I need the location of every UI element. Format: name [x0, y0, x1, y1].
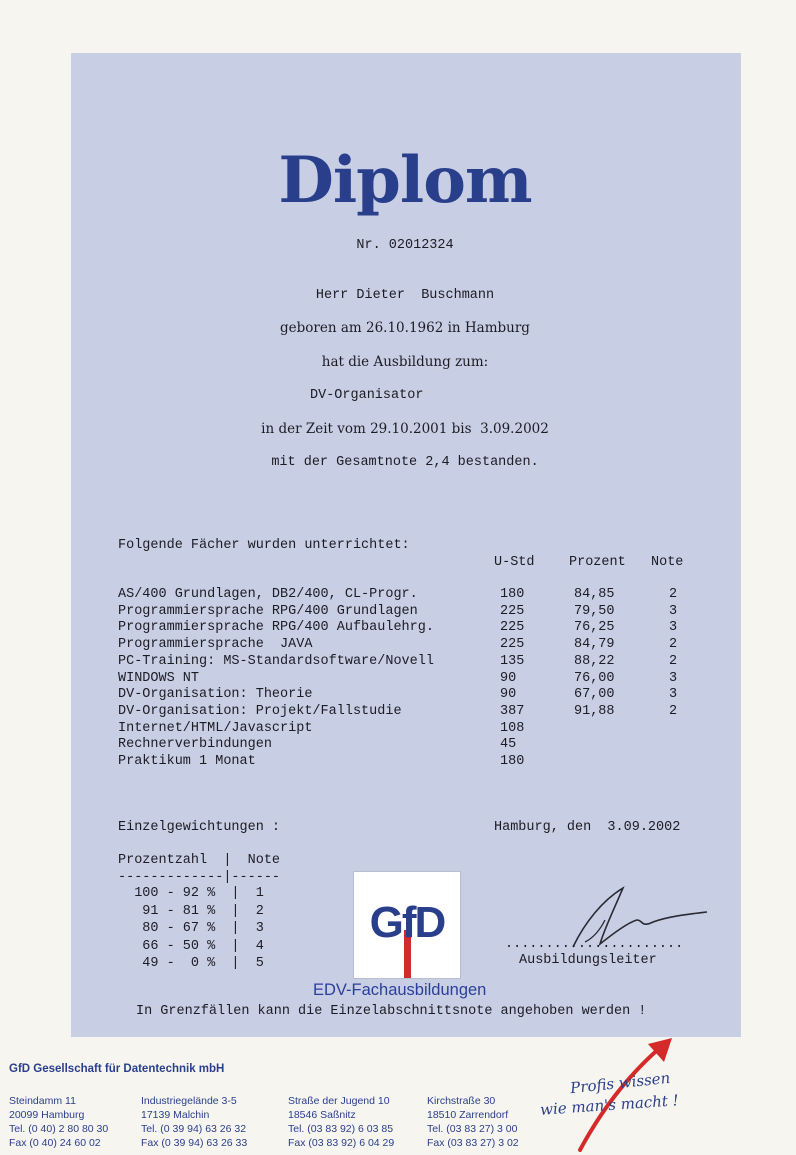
subject-percent: 67,00 — [574, 687, 615, 703]
address-fax: Fax (0 40) 24 60 02 — [9, 1137, 101, 1149]
subject-grade: 2 — [669, 637, 678, 653]
subject-hours: 387 — [500, 703, 525, 719]
subject-hours: 180 — [500, 587, 525, 602]
subject-name: AS/400 Grundlagen, DB2/400, CL-Progr. — [118, 587, 418, 602]
subject-name: DV-Organisation: Projekt/Fallstudie — [118, 703, 402, 719]
footer-address — [427, 1094, 519, 1150]
birth-line: geboren am 26.10.1962 in Hamburg — [280, 320, 530, 336]
weighting-row: 80 - 67 % | 3 — [118, 921, 264, 936]
subject-percent: 91,88 — [574, 703, 615, 719]
footer-address — [141, 1094, 247, 1150]
address-street: Straße der Jugend 10 — [288, 1095, 390, 1107]
subject-name: PC-Training: MS-Standardsoftware/Novell — [118, 653, 434, 669]
subject-hours: 45 — [500, 737, 517, 753]
subject-grade: 3 — [669, 687, 678, 703]
subject-name: Internet/HTML/Javascript — [118, 720, 313, 736]
address-city: 18546 Saßnitz — [288, 1109, 356, 1121]
address-city: 17139 Malchin — [141, 1109, 210, 1121]
signature-dots: ...................... — [505, 937, 684, 952]
subject-hours: 225 — [500, 637, 525, 653]
address-tel: Tel. (03 83 92) 6 03 85 — [288, 1123, 394, 1135]
address-fax: Fax (03 83 92) 6 04 29 — [288, 1137, 395, 1149]
footer-company: GfD Gesellschaft für Datentechnik mbH — [9, 1063, 225, 1075]
subject-name: Programmiersprache JAVA — [118, 637, 313, 653]
address-street: Kirchstraße 30 — [427, 1095, 496, 1107]
handwriting-line1: Profis wissen — [569, 1068, 672, 1098]
subject-hours: 135 — [500, 653, 525, 669]
subject-percent: 76,00 — [574, 670, 615, 686]
subject-percent: 76,25 — [574, 620, 615, 636]
subject-name: Rechnerverbindungen — [118, 737, 272, 753]
subject-grade: 2 — [669, 703, 678, 719]
subject-hours: 90 — [500, 670, 517, 686]
subject-name: Praktikum 1 Monat — [118, 754, 256, 769]
weighting-label: Einzelgewichtungen : — [118, 820, 281, 835]
address-fax: Fax (0 39 94) 63 26 33 — [141, 1137, 248, 1149]
subject-hours: 180 — [500, 754, 525, 769]
subject-hours: 90 — [500, 687, 517, 703]
footer-address — [288, 1094, 394, 1150]
weighting-row: 66 - 50 % | 4 — [118, 938, 264, 954]
logo-tagline: EDV-Fachausbildungen — [313, 981, 487, 999]
subject-name: DV-Organisation: Theorie — [118, 687, 313, 703]
subject-name: Programmiersprache RPG/400 Aufbaulehrg. — [118, 620, 434, 636]
address-tel: Tel. (03 83 27) 3 00 — [427, 1123, 518, 1135]
subjects-intro: Folgende Fächer wurden unterrichtet: — [118, 538, 410, 553]
gfd-logo — [353, 871, 461, 979]
footer-address — [9, 1094, 108, 1150]
subject-percent: 79,50 — [574, 603, 615, 619]
note-text: In Grenzfällen kann die Einzelabschnittsnote angehoben werden ! — [136, 1004, 647, 1019]
address-tel: Tel. (0 40) 2 80 80 30 — [9, 1123, 109, 1135]
handwriting-line2: wie man's macht ! — [539, 1091, 680, 1119]
address-city: 20099 Hamburg — [9, 1109, 85, 1121]
subject-grade: 2 — [669, 653, 678, 669]
place-date: Hamburg, den 3.09.2002 — [494, 820, 681, 835]
subject-percent: 88,22 — [574, 653, 615, 669]
subject-hours: 108 — [500, 720, 525, 736]
logo-text: GfD — [369, 898, 445, 947]
subject-name: Programmiersprache RPG/400 Grundlagen — [118, 603, 418, 619]
grade-line: mit der Gesamtnote 2,4 bestanden. — [271, 455, 539, 470]
period-line: in der Zeit vom 29.10.2001 bis 3.09.2002 — [261, 421, 549, 437]
weighting-row: 49 - 0 % | 5 — [118, 956, 264, 971]
profession: DV-Organisator — [310, 388, 424, 403]
address-street: Industriegelände 3-5 — [141, 1095, 237, 1107]
weighting-row: 100 - 92 % | 1 — [118, 886, 264, 901]
grade-header: Note — [651, 555, 684, 570]
address-street: Steindamm 11 — [9, 1095, 76, 1107]
signature-role: Ausbildungsleiter — [519, 953, 657, 968]
recipient-name: Herr Dieter Buschmann — [315, 288, 495, 303]
percent-header: Prozent — [569, 555, 626, 570]
weighting-row: 91 - 81 % | 2 — [118, 903, 264, 919]
address-tel: Tel. (0 39 94) 63 26 32 — [141, 1123, 247, 1135]
address-city: 18510 Zarrendorf — [427, 1109, 509, 1121]
subject-grade: 3 — [669, 603, 678, 619]
subject-hours: 225 — [500, 620, 525, 636]
hours-header: U-Std — [494, 555, 535, 570]
diploma-title: Diplom — [278, 143, 532, 218]
subject-percent: 84,79 — [574, 637, 615, 653]
subject-percent: 84,85 — [574, 587, 615, 602]
certificate-number: Nr. 02012324 — [356, 238, 454, 253]
subject-grade: 3 — [669, 620, 678, 636]
weighting-separator: -------------|------ — [118, 870, 281, 885]
subject-name: WINDOWS NT — [118, 670, 200, 686]
subject-grade: 3 — [669, 670, 678, 686]
training-line: hat die Ausbildung zum: — [321, 354, 489, 370]
weighting-header: Prozentzahl | Note — [118, 853, 281, 868]
address-fax: Fax (03 83 27) 3 02 — [427, 1137, 519, 1149]
subject-hours: 225 — [500, 603, 525, 619]
subject-grade: 2 — [669, 587, 678, 602]
